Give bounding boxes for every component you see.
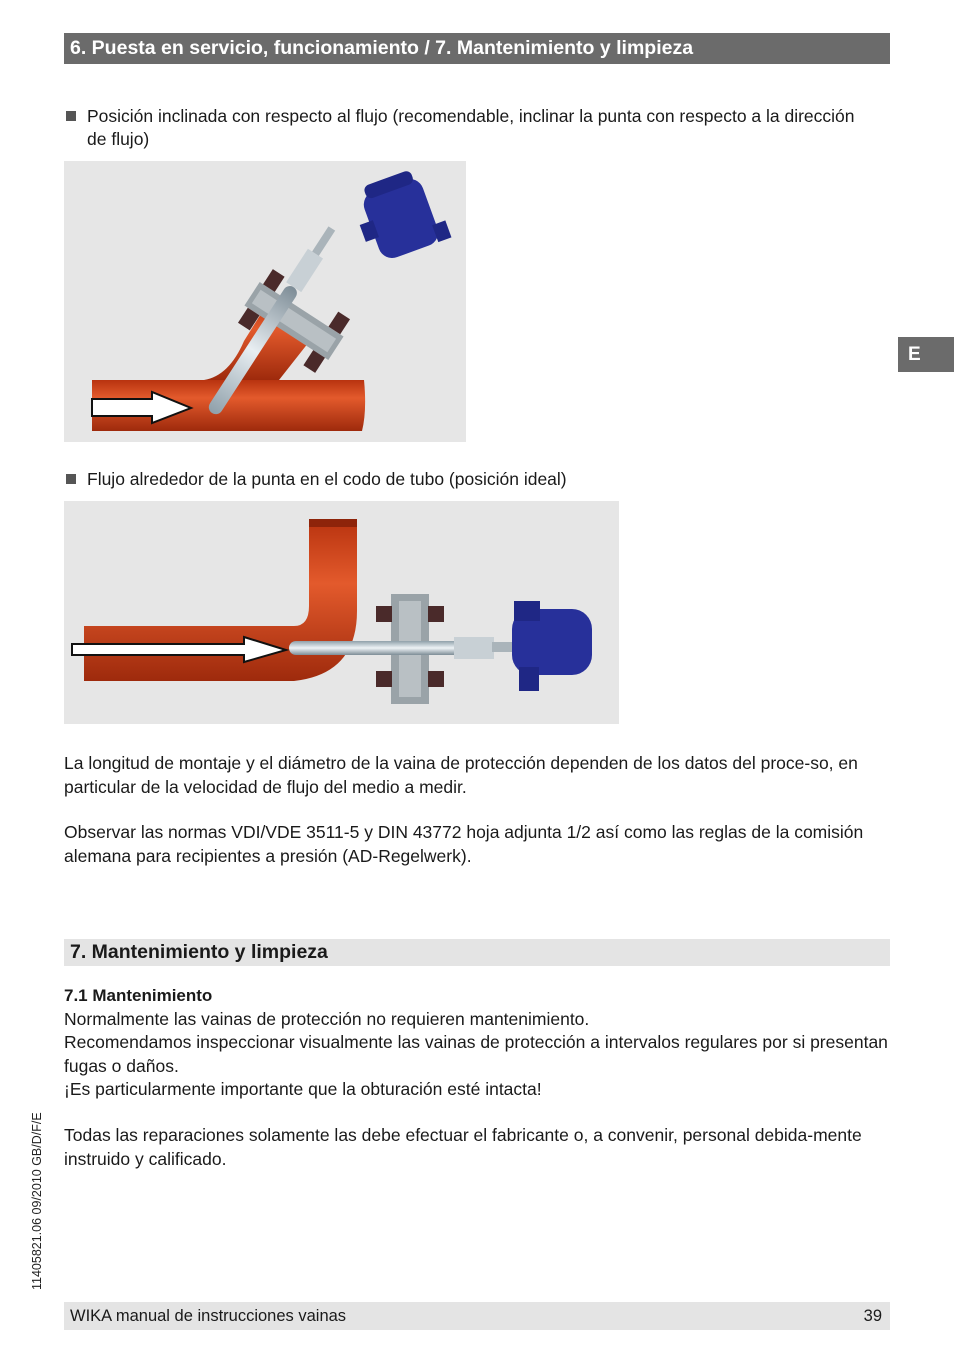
inclined-thermowell-illustration — [64, 161, 466, 442]
language-tab: E — [898, 337, 954, 372]
bullet-text: Flujo alrededor de la punta en el codo de tubo (posición ideal) — [87, 469, 567, 489]
elbow-thermowell-illustration — [64, 501, 619, 724]
paragraph: Recomendamos inspeccionar visualmente las vainas de protección a intervalos regulares por si presentan fugas o daños. — [64, 1032, 888, 1076]
section-title: 7. Mantenimiento y limpieza — [64, 939, 890, 966]
bullet-square-icon — [66, 474, 76, 484]
paragraph: ¡Es particularmente importante que la obturación esté intacta! — [64, 1079, 542, 1099]
figure-elbow-installation — [64, 501, 619, 724]
figure-inclined-installation — [64, 161, 466, 442]
bullet-item — [64, 468, 864, 491]
bullet-item — [64, 105, 864, 151]
paragraph: La longitud de montaje y el diámetro de la vaina de protección dependen de los datos del proce-so, en particular de la velocidad de flujo del medio a medir. — [64, 753, 858, 797]
section-header-bar: 6. Puesta en servicio, funcionamiento / 7. Mantenimiento y limpieza — [64, 33, 890, 64]
page-number: 39 — [863, 1307, 882, 1325]
bullet-square-icon — [66, 111, 76, 121]
paragraph: Observar las normas VDI/VDE 3511-5 y DIN 43772 hoja adjunta 1/2 así como las reglas de la comisión alemana para recipientes a presión (AD-Regelwerk). — [64, 822, 864, 866]
paragraph: Todas las reparaciones solamente las debe efectuar el fabricante o, a convenir, personal debida-mente instruido y calificado. — [64, 1125, 862, 1169]
paragraph: Normalmente las vainas de protección no requieren mantenimiento. — [64, 1009, 590, 1029]
subsection-heading: 7.1 Mantenimiento — [64, 986, 213, 1005]
document-code: 11405821.06 09/2010 GB/D/F/E — [30, 1112, 44, 1290]
footer-title: WIKA manual de instrucciones vainas — [70, 1307, 347, 1325]
footer — [64, 1302, 890, 1330]
bullet-text: Posición inclinada con respecto al flujo (recomendable, inclinar la punta con respecto a la dirección de flujo) — [87, 106, 855, 149]
